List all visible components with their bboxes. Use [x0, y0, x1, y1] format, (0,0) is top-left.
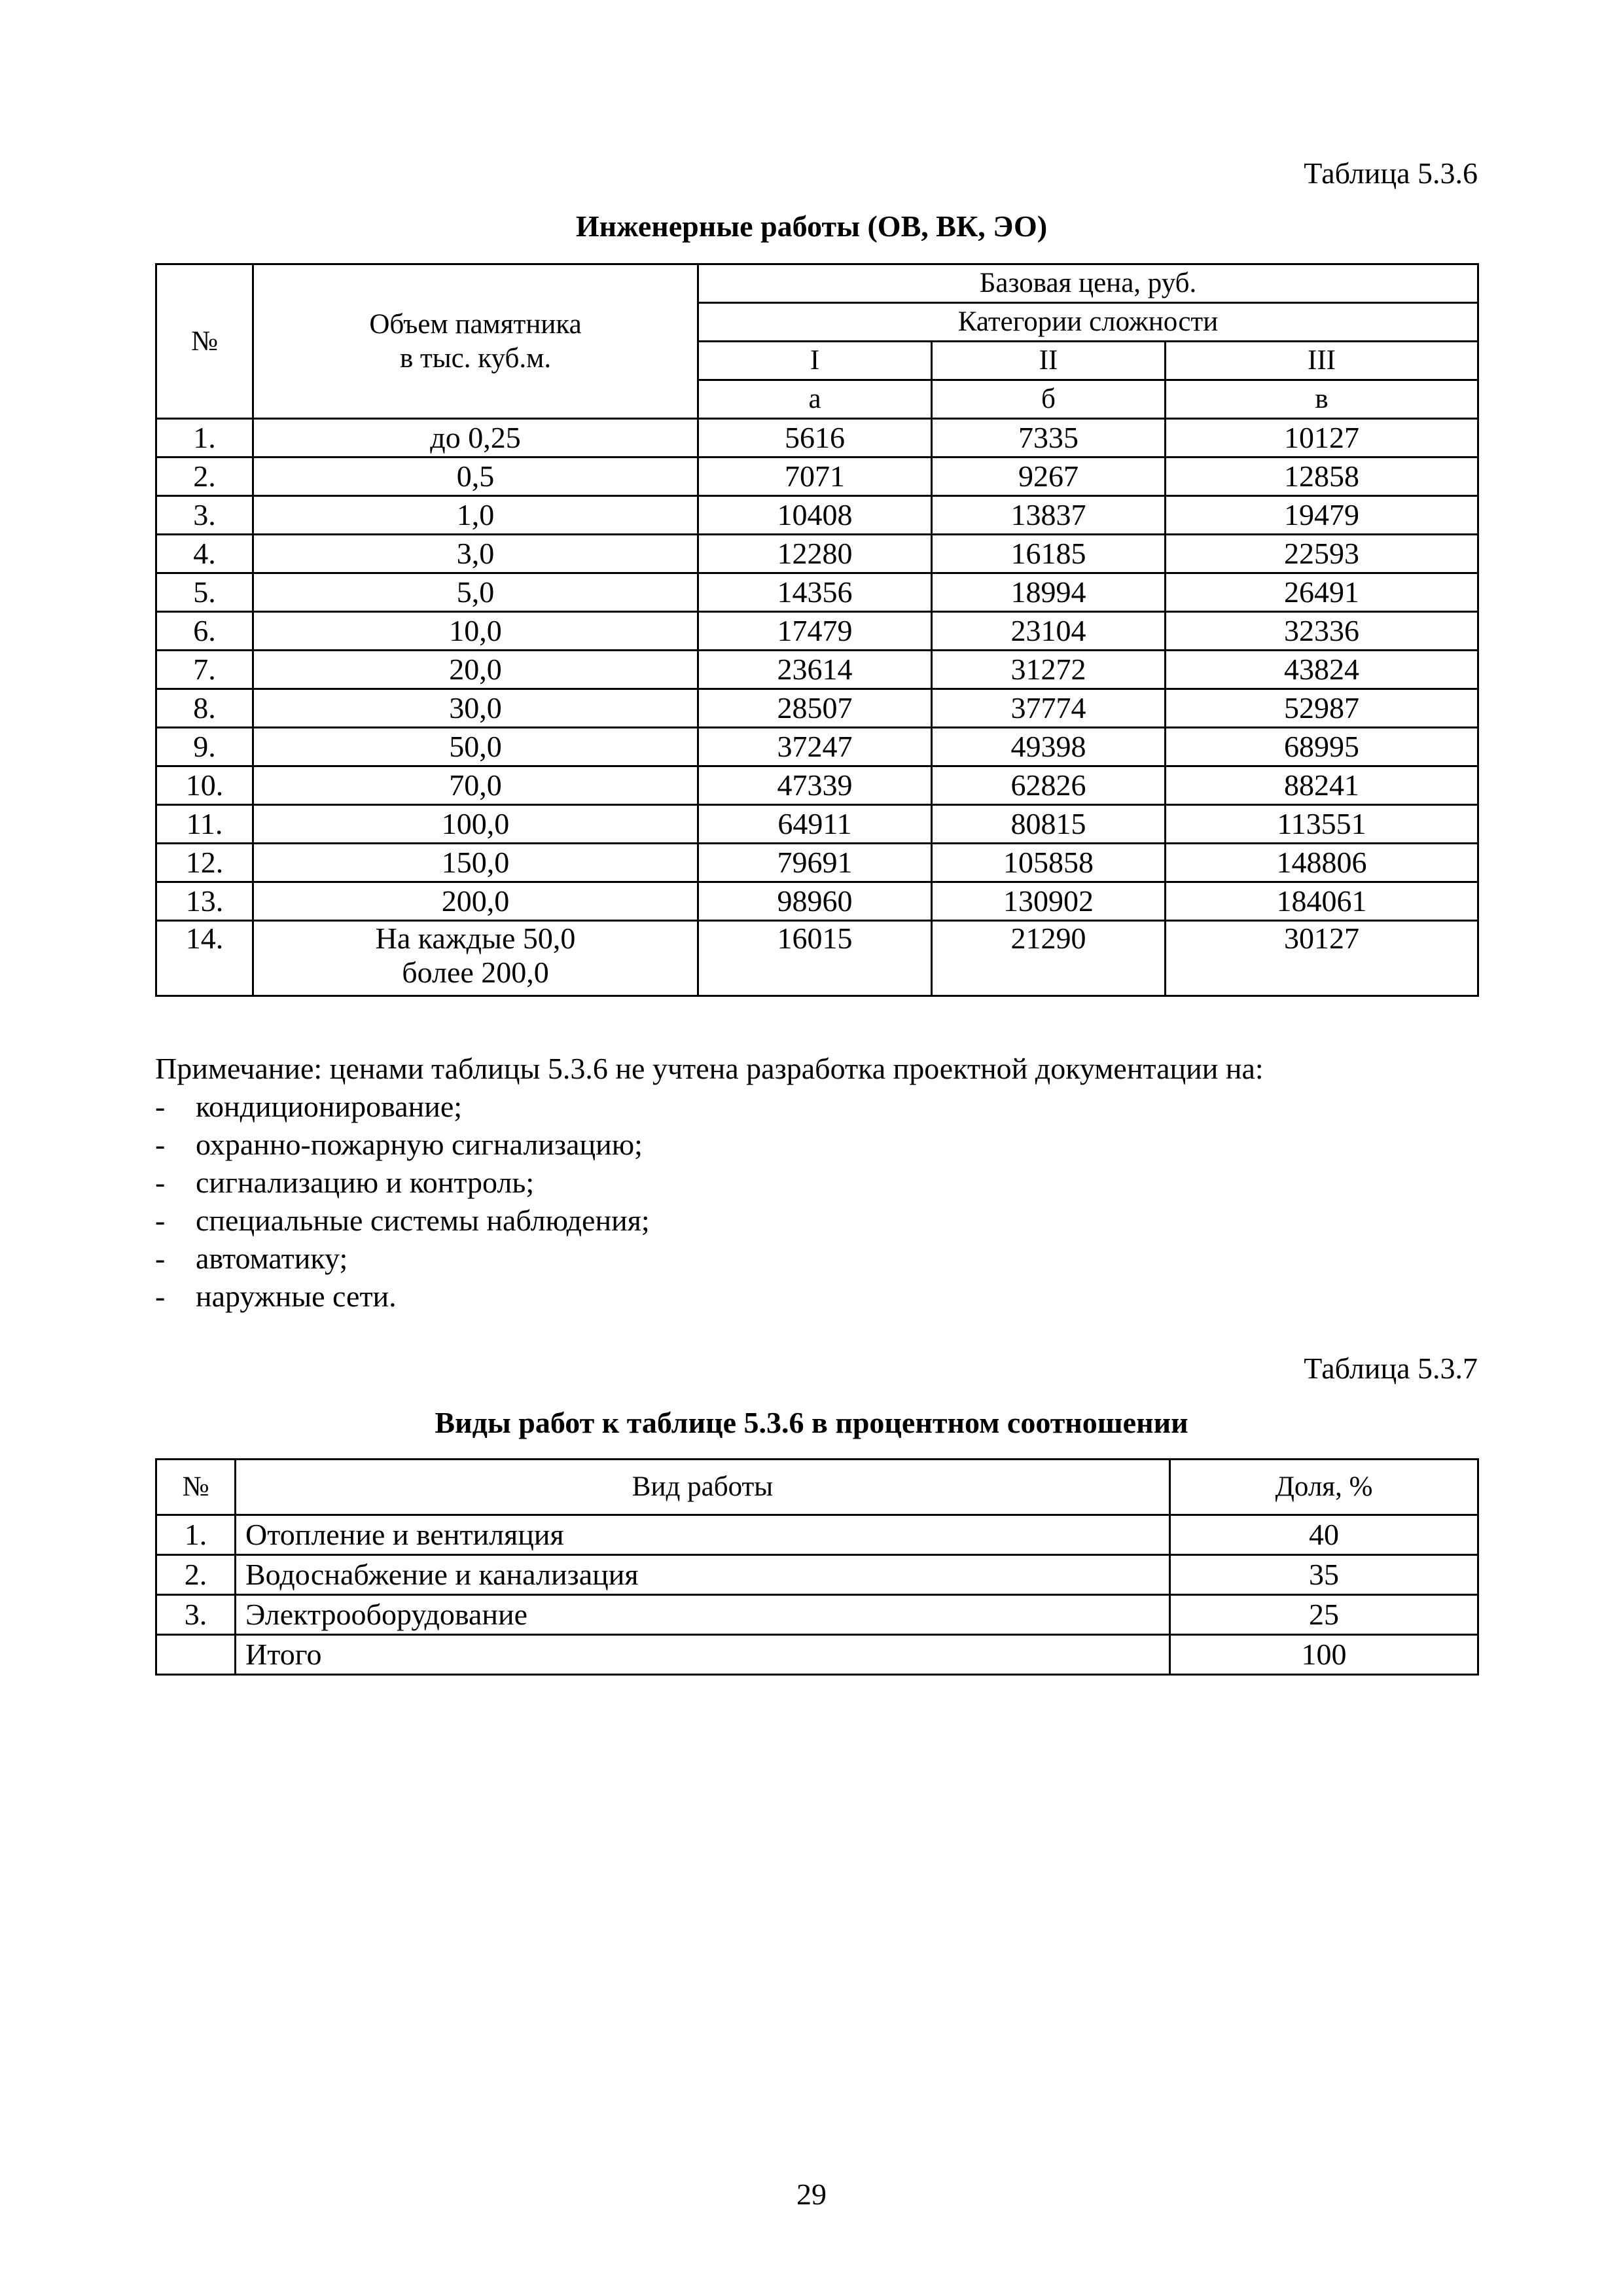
note-item	[155, 1164, 1490, 1202]
table-row	[156, 496, 1478, 535]
row-num: 3.	[156, 496, 253, 535]
row-price-cat3: 148806	[1166, 844, 1478, 882]
row-price-cat1: 79691	[698, 844, 932, 882]
row-price-cat3: 26491	[1166, 573, 1478, 612]
note-dash: -	[155, 1242, 166, 1275]
note-dash: -	[155, 1280, 166, 1313]
row-price-cat1: 12280	[698, 535, 932, 573]
total-share: 100	[1170, 1635, 1478, 1675]
row-share: 25	[1170, 1595, 1478, 1635]
total-label: Итого	[236, 1635, 1170, 1675]
table-row	[156, 805, 1478, 844]
row-price-cat3: 113551	[1166, 805, 1478, 844]
row-num: 2.	[156, 457, 253, 496]
row-volume: 20,0	[253, 651, 698, 689]
row-price-cat2: 13837	[932, 496, 1166, 535]
row-price-cat2: 37774	[932, 689, 1166, 728]
table-row	[156, 728, 1478, 766]
row-volume: 3,0	[253, 535, 698, 573]
table2-title: Виды работ к таблице 5.3.6 в процентном соотношении	[435, 1406, 1188, 1439]
table-row	[156, 419, 1478, 457]
row-price-cat2: 9267	[932, 457, 1166, 496]
row-num: 3.	[156, 1595, 236, 1635]
row-price-cat2: 31272	[932, 651, 1166, 689]
note-item-text: кондиционирование;	[196, 1090, 463, 1123]
note-item	[155, 1126, 1490, 1164]
row-price-cat2: 16185	[932, 535, 1166, 573]
row-price-cat2: 80815	[932, 805, 1166, 844]
note-item	[155, 1278, 1490, 1316]
row-volume: 50,0	[253, 728, 698, 766]
row-price-cat3: 30127	[1166, 921, 1478, 996]
table1-title: Инженерные работы (ОВ, ВК, ЭО)	[575, 209, 1048, 243]
row-price-cat1: 5616	[698, 419, 932, 457]
note-dash: -	[155, 1166, 166, 1199]
work-types-table	[155, 1458, 1479, 1676]
row-price-cat3: 22593	[1166, 535, 1478, 573]
note-intro: Примечание: ценами таблицы 5.3.6 не учтена разработка проектной документации на:	[155, 1052, 1264, 1085]
volume-header-line1: Объем памятника	[369, 308, 582, 340]
table-row	[156, 1515, 1478, 1555]
row-price-cat2: 49398	[932, 728, 1166, 766]
table2-header-share: Доля, %	[1170, 1460, 1478, 1515]
table-row	[156, 535, 1478, 573]
row-work: Электрооборудование	[236, 1595, 1170, 1635]
table-row	[156, 612, 1478, 651]
note-item-text: специальные системы наблюдения;	[196, 1204, 650, 1237]
note-item	[155, 1088, 1490, 1126]
note-item	[155, 1240, 1490, 1278]
row-price-cat3: 43824	[1166, 651, 1478, 689]
row-volume	[253, 921, 698, 996]
row-price-cat3: 52987	[1166, 689, 1478, 728]
row-price-cat1: 16015	[698, 921, 932, 996]
volume-header-line2: в тыс. куб.м.	[399, 342, 552, 374]
table-row	[156, 573, 1478, 612]
row-num: 7.	[156, 651, 253, 689]
row-num: 1.	[156, 1515, 236, 1555]
page-number: 29	[796, 2178, 827, 2211]
row-price-cat2: 21290	[932, 921, 1166, 996]
row-price-cat1: 14356	[698, 573, 932, 612]
category-roman-3: III	[1166, 342, 1478, 380]
row-price-cat2: 62826	[932, 766, 1166, 805]
note-item-text: охранно-пожарную сигнализацию;	[196, 1128, 643, 1161]
row-share: 40	[1170, 1515, 1478, 1555]
row-volume: 100,0	[253, 805, 698, 844]
category-roman-2: II	[932, 342, 1166, 380]
table-row	[156, 921, 1478, 996]
category-letter-a: а	[698, 380, 932, 419]
row-volume: 70,0	[253, 766, 698, 805]
row-price-cat3: 19479	[1166, 496, 1478, 535]
row-volume: 1,0	[253, 496, 698, 535]
table-row	[156, 1555, 1478, 1595]
table-row	[156, 766, 1478, 805]
row-num: 6.	[156, 612, 253, 651]
total-row	[156, 1635, 1478, 1675]
row-price-cat2: 105858	[932, 844, 1166, 882]
row-num: 10.	[156, 766, 253, 805]
note-item	[155, 1202, 1490, 1240]
row-price-cat1: 37247	[698, 728, 932, 766]
row-num: 12.	[156, 844, 253, 882]
table1-header-num: №	[156, 264, 253, 419]
category-letter-b: б	[932, 380, 1166, 419]
table1-header-volume	[253, 264, 698, 419]
table1-caption: Таблица 5.3.6	[1304, 156, 1478, 190]
row-price-cat3: 68995	[1166, 728, 1478, 766]
table-row	[156, 689, 1478, 728]
table2-header-work: Вид работы	[236, 1460, 1170, 1515]
table2-header-row	[156, 1460, 1478, 1515]
row-price-cat1: 64911	[698, 805, 932, 844]
row-price-cat2: 18994	[932, 573, 1166, 612]
row-volume: 0,5	[253, 457, 698, 496]
table2-caption: Таблица 5.3.7	[1304, 1352, 1478, 1385]
note-item-text: сигнализацию и контроль;	[196, 1166, 535, 1199]
note-dash: -	[155, 1128, 166, 1161]
note	[155, 1050, 1490, 1316]
row-num: 11.	[156, 805, 253, 844]
engineering-works-table	[155, 263, 1479, 997]
table-row	[156, 1595, 1478, 1635]
table-row	[156, 651, 1478, 689]
row-volume: до 0,25	[253, 419, 698, 457]
row-price-cat1: 28507	[698, 689, 932, 728]
row-volume: 200,0	[253, 882, 698, 921]
row-work: Водоснабжение и канализация	[236, 1555, 1170, 1595]
row-price-cat1: 7071	[698, 457, 932, 496]
row-share: 35	[1170, 1555, 1478, 1595]
row-volume: 10,0	[253, 612, 698, 651]
row-num: 14.	[156, 921, 253, 996]
category-roman-1: I	[698, 342, 932, 380]
row-price-cat3: 184061	[1166, 882, 1478, 921]
row-price-cat1: 17479	[698, 612, 932, 651]
table-row	[156, 457, 1478, 496]
row-volume: 30,0	[253, 689, 698, 728]
note-item-text: наружные сети.	[196, 1280, 397, 1313]
table2-header-num: №	[156, 1460, 236, 1515]
note-dash: -	[155, 1090, 166, 1123]
note-dash: -	[155, 1204, 166, 1237]
row-price-cat3: 32336	[1166, 612, 1478, 651]
row-price-cat3: 10127	[1166, 419, 1478, 457]
row-volume: 5,0	[253, 573, 698, 612]
row-num: 2.	[156, 1555, 236, 1595]
row-work: Отопление и вентиляция	[236, 1515, 1170, 1555]
table-row	[156, 882, 1478, 921]
row-price-cat2: 23104	[932, 612, 1166, 651]
table1-header-row	[156, 264, 1478, 303]
row-num: 4.	[156, 535, 253, 573]
row-volume-line1: На каждые 50,0	[375, 922, 576, 955]
row-price-cat1: 23614	[698, 651, 932, 689]
row-price-cat2: 130902	[932, 882, 1166, 921]
total-num	[156, 1635, 236, 1675]
table1-header-base-price: Базовая цена, руб.	[698, 264, 1478, 303]
row-price-cat1: 98960	[698, 882, 932, 921]
row-price-cat3: 12858	[1166, 457, 1478, 496]
row-num: 9.	[156, 728, 253, 766]
row-num: 5.	[156, 573, 253, 612]
row-price-cat1: 47339	[698, 766, 932, 805]
row-num: 8.	[156, 689, 253, 728]
note-item-text: автоматику;	[196, 1242, 348, 1275]
row-volume-line2: более 200,0	[402, 956, 549, 989]
row-num: 13.	[156, 882, 253, 921]
row-num: 1.	[156, 419, 253, 457]
row-price-cat2: 7335	[932, 419, 1166, 457]
table-row	[156, 844, 1478, 882]
table1-header-categories: Категории сложности	[698, 303, 1478, 342]
row-volume: 150,0	[253, 844, 698, 882]
row-price-cat3: 88241	[1166, 766, 1478, 805]
row-price-cat1: 10408	[698, 496, 932, 535]
category-letter-v: в	[1166, 380, 1478, 419]
